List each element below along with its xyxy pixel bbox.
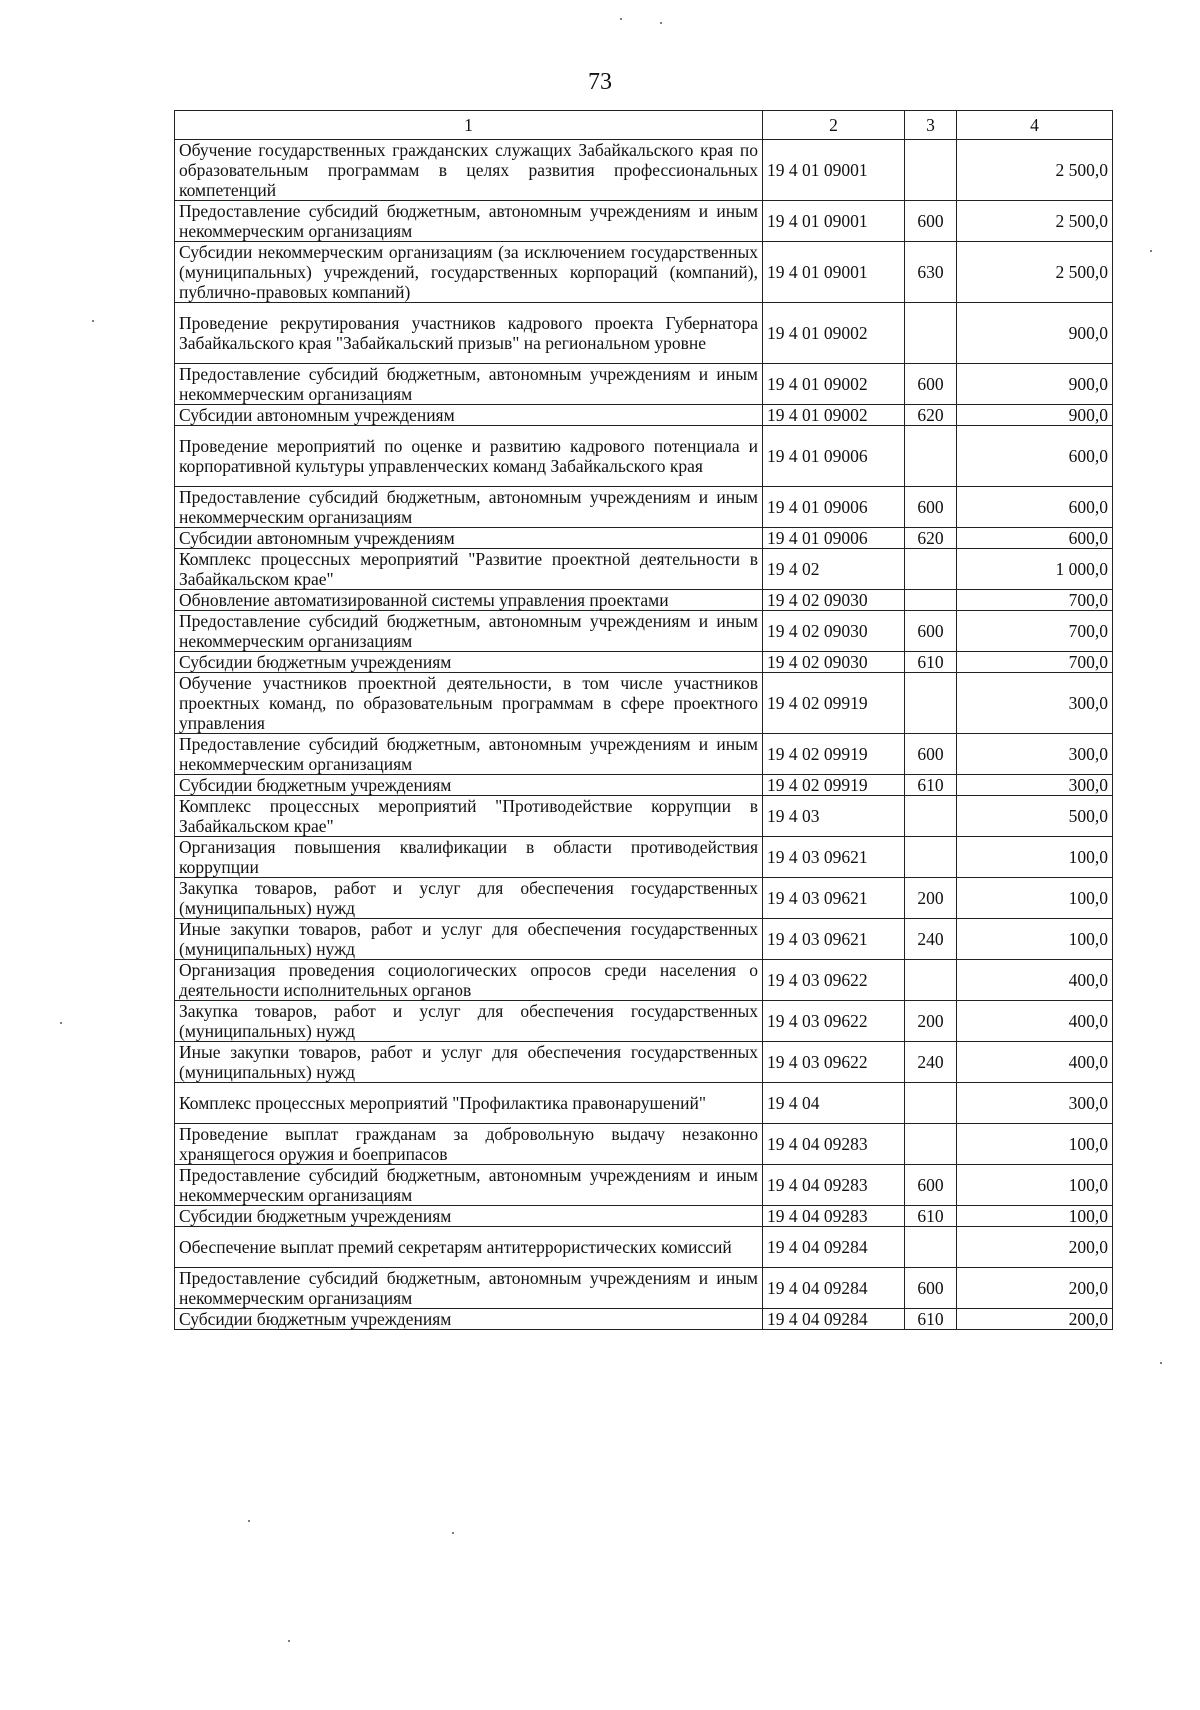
table-row [175,140,1113,201]
row-type: 200 [905,1001,957,1042]
row-name: Проведение мероприятий по оценке и развитию кадрового потенциала и корпоративной культуры управленческих команд Забайкальского края [175,426,763,487]
row-amount: 300,0 [957,734,1113,775]
row-name: Субсидии бюджетным учреждениям [175,652,763,673]
row-name: Комплекс процессных мероприятий "Развитие проектной деятельности в Забайкальском крае" [175,549,763,590]
row-amount: 500,0 [957,796,1113,837]
row-name: Иные закупки товаров, работ и услуг для обеспечения государственных (муниципальных) нужд [175,919,763,960]
row-type [905,796,957,837]
row-type [905,1083,957,1124]
table-row [175,1227,1113,1268]
row-name: Субсидии бюджетным учреждениям [175,1206,763,1227]
row-amount: 200,0 [957,1268,1113,1309]
row-amount: 700,0 [957,590,1113,611]
row-name: Организация повышения квалификации в области противодействия коррупции [175,837,763,878]
row-type: 240 [905,1042,957,1083]
row-code: 19 4 04 09283 [763,1124,905,1165]
row-amount: 100,0 [957,837,1113,878]
row-code: 19 4 03 09622 [763,1001,905,1042]
table-row [175,796,1113,837]
row-type [905,140,957,201]
row-type [905,673,957,734]
row-amount: 900,0 [957,303,1113,364]
table-row [175,549,1113,590]
row-code: 19 4 01 09001 [763,201,905,242]
scan-speck [248,1520,250,1522]
row-amount: 900,0 [957,405,1113,426]
row-name: Обучение участников проектной деятельности, в том числе участников проектных команд, по образовательным программам в сфере проектного управления [175,673,763,734]
table-row [175,734,1113,775]
row-amount: 700,0 [957,611,1113,652]
row-amount: 300,0 [957,1083,1113,1124]
row-amount: 100,0 [957,878,1113,919]
row-amount: 2 500,0 [957,201,1113,242]
row-name: Обеспечение выплат премий секретарям антитеррористических комиссий [175,1227,763,1268]
row-code: 19 4 01 09002 [763,405,905,426]
row-code: 19 4 01 09006 [763,426,905,487]
table-row [175,590,1113,611]
row-code: 19 4 01 09006 [763,487,905,528]
row-type: 620 [905,528,957,549]
table-row [175,652,1113,673]
row-name: Субсидии некоммерческим организациям (за исключением государственных (муниципальных) учреждений, государственных корпораций (компаний), публично-правовых компаний) [175,242,763,303]
row-type [905,837,957,878]
row-code: 19 4 04 09284 [763,1227,905,1268]
row-amount: 100,0 [957,1124,1113,1165]
table-row [175,878,1113,919]
row-amount: 700,0 [957,652,1113,673]
row-amount: 1 000,0 [957,549,1113,590]
row-code: 19 4 01 09001 [763,140,905,201]
row-code: 19 4 02 09919 [763,673,905,734]
scan-speck [620,18,622,20]
table-row [175,426,1113,487]
table-row [175,1042,1113,1083]
row-type [905,1227,957,1268]
row-name: Обучение государственных гражданских служащих Забайкальского края по образовательным программам в целях развития профессиональных компетенций [175,140,763,201]
row-type: 600 [905,611,957,652]
row-type: 200 [905,878,957,919]
row-code: 19 4 04 [763,1083,905,1124]
row-code: 19 4 03 09621 [763,919,905,960]
table-row [175,405,1113,426]
row-code: 19 4 02 [763,549,905,590]
row-type [905,549,957,590]
row-type: 240 [905,919,957,960]
scan-speck [660,22,662,24]
row-type: 610 [905,652,957,673]
row-type: 600 [905,364,957,405]
row-name: Предоставление субсидий бюджетным, автономным учреждениям и иным некоммерческим организациям [175,364,763,405]
row-name: Субсидии бюджетным учреждениям [175,1309,763,1330]
table-header-row [175,111,1113,140]
row-amount: 100,0 [957,919,1113,960]
table-row [175,528,1113,549]
row-name: Закупка товаров, работ и услуг для обеспечения государственных (муниципальных) нужд [175,1001,763,1042]
row-name: Предоставление субсидий бюджетным, автономным учреждениям и иным некоммерческим организациям [175,1165,763,1206]
table-row [175,673,1113,734]
row-type: 600 [905,1268,957,1309]
row-amount: 900,0 [957,364,1113,405]
row-code: 19 4 04 09283 [763,1206,905,1227]
row-name: Проведение рекрутирования участников кадрового проекта Губернатора Забайкальского края "Забайкальский призыв" на региональном уровне [175,303,763,364]
row-type: 620 [905,405,957,426]
table-row [175,303,1113,364]
row-code: 19 4 01 09001 [763,242,905,303]
table-row [175,919,1113,960]
row-type [905,1124,957,1165]
row-amount: 200,0 [957,1227,1113,1268]
row-amount: 600,0 [957,528,1113,549]
table-row [175,611,1113,652]
row-type [905,426,957,487]
row-code: 19 4 04 09284 [763,1268,905,1309]
scan-speck [1160,1362,1162,1364]
table-row [175,1268,1113,1309]
row-amount: 2 500,0 [957,140,1113,201]
table-row [175,1001,1113,1042]
table-row [175,1165,1113,1206]
table-row [175,242,1113,303]
row-name: Закупка товаров, работ и услуг для обеспечения государственных (муниципальных) нужд [175,878,763,919]
row-code: 19 4 02 09919 [763,775,905,796]
row-name: Предоставление субсидий бюджетным, автономным учреждениям и иным некоммерческим организациям [175,611,763,652]
row-name: Предоставление субсидий бюджетным, автономным учреждениям и иным некоммерческим организациям [175,1268,763,1309]
row-name: Предоставление субсидий бюджетным, автономным учреждениям и иным некоммерческим организациям [175,734,763,775]
table-row [175,775,1113,796]
row-amount: 100,0 [957,1165,1113,1206]
row-code: 19 4 02 09030 [763,611,905,652]
row-amount: 300,0 [957,775,1113,796]
row-name: Обновление автоматизированной системы управления проектами [175,590,763,611]
row-code: 19 4 04 09283 [763,1165,905,1206]
row-name: Субсидии автономным учреждениям [175,405,763,426]
row-name: Субсидии бюджетным учреждениям [175,775,763,796]
header-col-4: 4 [957,111,1113,140]
row-name: Проведение выплат гражданам за добровольную выдачу незаконно хранящегося оружия и боеприпасов [175,1124,763,1165]
table-row [175,1124,1113,1165]
row-type: 600 [905,487,957,528]
row-type: 610 [905,1206,957,1227]
row-code: 19 4 03 [763,796,905,837]
row-type: 610 [905,1309,957,1330]
row-amount: 400,0 [957,960,1113,1001]
row-name: Комплекс процессных мероприятий "Противодействие коррупции в Забайкальском крае" [175,796,763,837]
row-name: Субсидии автономным учреждениям [175,528,763,549]
row-amount: 200,0 [957,1309,1113,1330]
row-amount: 400,0 [957,1042,1113,1083]
row-amount: 600,0 [957,426,1113,487]
scan-speck [60,1022,62,1024]
table-row [175,1309,1113,1330]
row-type: 600 [905,201,957,242]
row-type: 600 [905,734,957,775]
row-code: 19 4 03 09622 [763,1042,905,1083]
scan-speck [92,320,94,322]
page-number: 73 [588,69,612,95]
row-name: Предоставление субсидий бюджетным, автономным учреждениям и иным некоммерческим организациям [175,201,763,242]
row-type [905,303,957,364]
scan-speck [452,1532,454,1534]
row-name: Предоставление субсидий бюджетным, автономным учреждениям и иным некоммерческим организациям [175,487,763,528]
row-code: 19 4 02 09030 [763,652,905,673]
table-row [175,201,1113,242]
row-amount: 2 500,0 [957,242,1113,303]
row-code: 19 4 02 09919 [763,734,905,775]
row-type: 600 [905,1165,957,1206]
table-row [175,960,1113,1001]
row-code: 19 4 03 09621 [763,837,905,878]
row-code: 19 4 02 09030 [763,590,905,611]
scan-speck [288,1640,290,1642]
row-type: 630 [905,242,957,303]
row-type [905,590,957,611]
row-name: Иные закупки товаров, работ и услуг для обеспечения государственных (муниципальных) нужд [175,1042,763,1083]
header-col-2: 2 [763,111,905,140]
row-code: 19 4 01 09006 [763,528,905,549]
row-code: 19 4 03 09622 [763,960,905,1001]
scan-speck [1150,250,1152,252]
row-code: 19 4 04 09284 [763,1309,905,1330]
row-type: 610 [905,775,957,796]
table-row [175,1083,1113,1124]
row-amount: 400,0 [957,1001,1113,1042]
table-row [175,364,1113,405]
row-amount: 600,0 [957,487,1113,528]
table-row [175,1206,1113,1227]
row-code: 19 4 01 09002 [763,364,905,405]
budget-table [174,110,1113,1330]
row-name: Комплекс процессных мероприятий "Профилактика правонарушений" [175,1083,763,1124]
header-col-1: 1 [175,111,763,140]
row-code: 19 4 03 09621 [763,878,905,919]
row-type [905,960,957,1001]
table-row [175,837,1113,878]
table-row [175,487,1113,528]
row-amount: 100,0 [957,1206,1113,1227]
row-amount: 300,0 [957,673,1113,734]
row-code: 19 4 01 09002 [763,303,905,364]
header-col-3: 3 [905,111,957,140]
row-name: Организация проведения социологических опросов среди населения о деятельности исполнительных органов [175,960,763,1001]
